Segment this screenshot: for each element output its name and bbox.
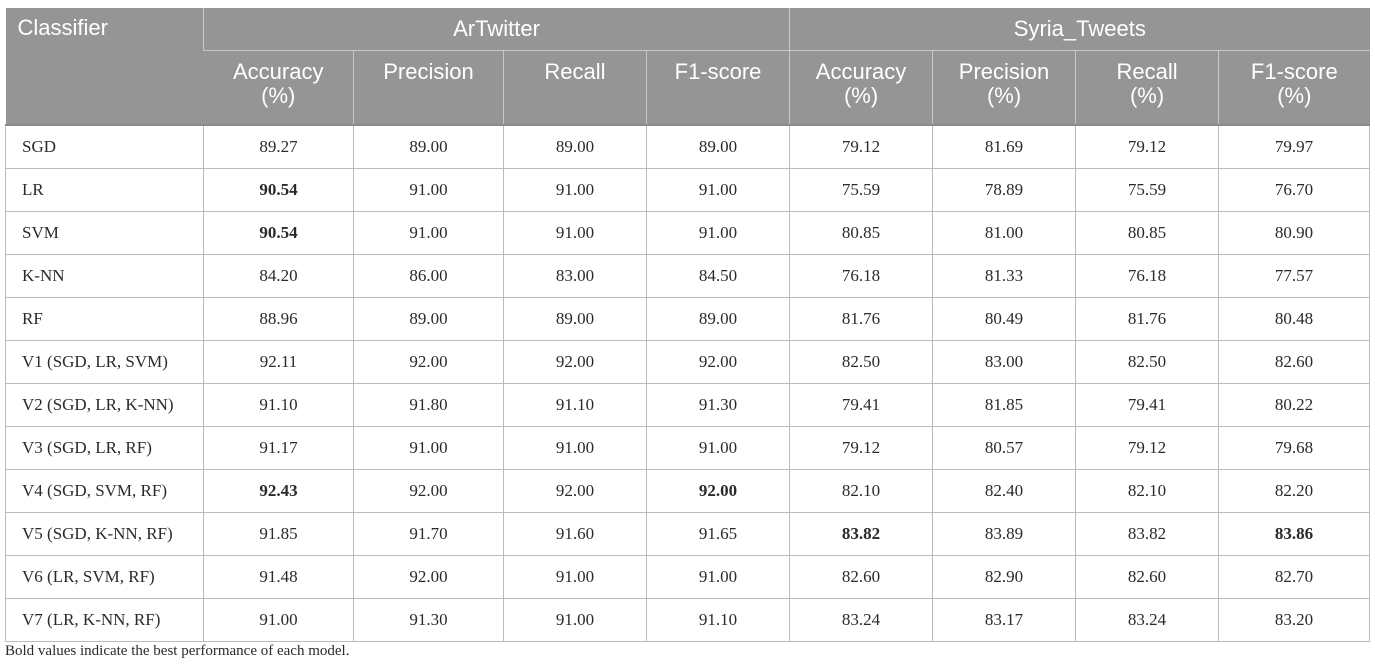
table-cell: 82.40 [933, 470, 1076, 513]
table-cell: 84.20 [204, 255, 354, 298]
row-classifier-name: V1 (SGD, LR, SVM) [6, 341, 204, 384]
table-row [6, 513, 1370, 556]
row-classifier-name: SGD [6, 125, 204, 169]
column-header: F1-score [647, 51, 790, 126]
column-header: Precision [354, 51, 504, 126]
row-classifier-name: V4 (SGD, SVM, RF) [6, 470, 204, 513]
table-cell: 80.48 [1219, 298, 1370, 341]
table-cell: 91.00 [504, 169, 647, 212]
table-cell: 81.76 [1076, 298, 1219, 341]
table-cell: 92.00 [354, 556, 504, 599]
column-header: Recall [504, 51, 647, 126]
table-row [6, 556, 1370, 599]
table-row [6, 599, 1370, 642]
table-cell: 91.70 [354, 513, 504, 556]
table-row [6, 169, 1370, 212]
table-cell: 91.60 [504, 513, 647, 556]
table-cell: 83.24 [1076, 599, 1219, 642]
table-cell: 83.00 [504, 255, 647, 298]
table-cell: 91.00 [354, 427, 504, 470]
table-cell: 80.22 [1219, 384, 1370, 427]
table-cell: 76.18 [790, 255, 933, 298]
table-cell: 92.11 [204, 341, 354, 384]
table-cell: 76.18 [1076, 255, 1219, 298]
table-header [6, 8, 1370, 125]
table-cell: 83.00 [933, 341, 1076, 384]
table-cell: 81.85 [933, 384, 1076, 427]
table-cell: 92.00 [354, 470, 504, 513]
table-cell: 80.57 [933, 427, 1076, 470]
row-classifier-name: SVM [6, 212, 204, 255]
column-header: Accuracy (%) [790, 51, 933, 126]
table-cell: 79.97 [1219, 125, 1370, 169]
table-cell: 79.12 [790, 427, 933, 470]
table-cell: 89.00 [354, 298, 504, 341]
classifier-header: Classifier [6, 8, 204, 125]
table-cell: 80.85 [790, 212, 933, 255]
table-cell: 92.00 [354, 341, 504, 384]
table-cell: 91.00 [504, 427, 647, 470]
table-cell: 81.00 [933, 212, 1076, 255]
table-row [6, 384, 1370, 427]
table-cell: 91.30 [647, 384, 790, 427]
table-cell: 79.12 [790, 125, 933, 169]
table-cell: 91.10 [504, 384, 647, 427]
table-cell: 84.50 [647, 255, 790, 298]
table-cell: 91.00 [354, 212, 504, 255]
table-cell: 82.60 [790, 556, 933, 599]
table-cell: 91.10 [647, 599, 790, 642]
table-cell: 82.10 [790, 470, 933, 513]
row-classifier-name: RF [6, 298, 204, 341]
table-cell: 80.49 [933, 298, 1076, 341]
table-cell: 82.10 [1076, 470, 1219, 513]
table-cell: 86.00 [354, 255, 504, 298]
column-header: Recall (%) [1076, 51, 1219, 126]
table-cell: 80.85 [1076, 212, 1219, 255]
table-cell: 83.86 [1219, 513, 1370, 556]
table-cell: 89.00 [647, 298, 790, 341]
table-cell: 89.00 [647, 125, 790, 169]
row-classifier-name: LR [6, 169, 204, 212]
table-row [6, 427, 1370, 470]
row-classifier-name: V3 (SGD, LR, RF) [6, 427, 204, 470]
table-cell: 81.69 [933, 125, 1076, 169]
table-cell: 90.54 [204, 169, 354, 212]
table-cell: 82.60 [1219, 341, 1370, 384]
table-cell: 92.00 [647, 341, 790, 384]
table-cell: 83.17 [933, 599, 1076, 642]
table-cell: 79.41 [1076, 384, 1219, 427]
table-cell: 79.12 [1076, 427, 1219, 470]
table-cell: 91.10 [204, 384, 354, 427]
table-cell: 91.85 [204, 513, 354, 556]
table-cell: 91.00 [647, 212, 790, 255]
table-cell: 91.00 [504, 599, 647, 642]
table-cell: 92.43 [204, 470, 354, 513]
artwitter-group-header: ArTwitter [204, 8, 790, 51]
table-cell: 83.20 [1219, 599, 1370, 642]
row-classifier-name: V2 (SGD, LR, K-NN) [6, 384, 204, 427]
table-cell: 91.30 [354, 599, 504, 642]
table-cell: 78.89 [933, 169, 1076, 212]
table-cell: 82.70 [1219, 556, 1370, 599]
table-row [6, 212, 1370, 255]
results-table-container [5, 8, 1369, 642]
table-cell: 82.20 [1219, 470, 1370, 513]
table-cell: 89.00 [354, 125, 504, 169]
table-row [6, 125, 1370, 169]
table-row [6, 298, 1370, 341]
table-cell: 89.00 [504, 125, 647, 169]
table-cell: 91.00 [647, 169, 790, 212]
table-cell: 81.33 [933, 255, 1076, 298]
table-cell: 91.00 [204, 599, 354, 642]
column-header: Accuracy (%) [204, 51, 354, 126]
table-cell: 91.00 [647, 427, 790, 470]
table-cell: 83.82 [790, 513, 933, 556]
results-table [5, 8, 1370, 642]
row-classifier-name: V5 (SGD, K-NN, RF) [6, 513, 204, 556]
table-cell: 90.54 [204, 212, 354, 255]
table-cell: 77.57 [1219, 255, 1370, 298]
row-classifier-name: V6 (LR, SVM, RF) [6, 556, 204, 599]
table-cell: 79.41 [790, 384, 933, 427]
table-cell: 91.00 [504, 556, 647, 599]
table-cell: 92.00 [504, 341, 647, 384]
table-cell: 88.96 [204, 298, 354, 341]
table-cell: 83.24 [790, 599, 933, 642]
table-cell: 83.82 [1076, 513, 1219, 556]
table-cell: 79.12 [1076, 125, 1219, 169]
table-cell: 75.59 [1076, 169, 1219, 212]
table-cell: 75.59 [790, 169, 933, 212]
table-cell: 91.00 [504, 212, 647, 255]
table-cell: 92.00 [504, 470, 647, 513]
table-footnote: Bold values indicate the best performance of each model. [5, 643, 350, 659]
table-body [6, 125, 1370, 642]
table-row [6, 341, 1370, 384]
syria-tweets-group-header: Syria_Tweets [790, 8, 1370, 51]
row-classifier-name: K-NN [6, 255, 204, 298]
column-header: Precision (%) [933, 51, 1076, 126]
table-cell: 80.90 [1219, 212, 1370, 255]
table-cell: 76.70 [1219, 169, 1370, 212]
table-cell: 91.00 [647, 556, 790, 599]
table-cell: 79.68 [1219, 427, 1370, 470]
table-cell: 91.80 [354, 384, 504, 427]
table-cell: 82.50 [1076, 341, 1219, 384]
table-cell: 91.17 [204, 427, 354, 470]
table-cell: 83.89 [933, 513, 1076, 556]
table-cell: 82.90 [933, 556, 1076, 599]
table-cell: 81.76 [790, 298, 933, 341]
table-cell: 91.48 [204, 556, 354, 599]
table-cell: 82.50 [790, 341, 933, 384]
table-cell: 89.27 [204, 125, 354, 169]
column-header: F1-score (%) [1219, 51, 1370, 126]
table-cell: 89.00 [504, 298, 647, 341]
table-cell: 92.00 [647, 470, 790, 513]
table-cell: 91.00 [354, 169, 504, 212]
table-cell: 91.65 [647, 513, 790, 556]
table-row [6, 470, 1370, 513]
table-row [6, 255, 1370, 298]
row-classifier-name: V7 (LR, K-NN, RF) [6, 599, 204, 642]
table-cell: 82.60 [1076, 556, 1219, 599]
